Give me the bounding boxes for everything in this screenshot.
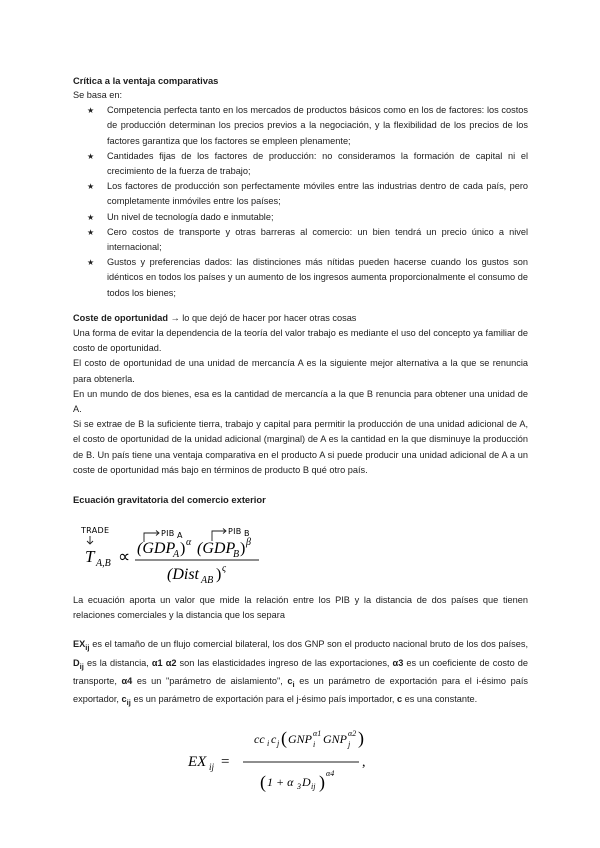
numerator-gdp-b-sub: B [233, 549, 240, 561]
numerator-sub: j [277, 738, 280, 748]
gnp-i-exp: α1 [313, 728, 322, 738]
star-bullet-icon: ★ [87, 182, 95, 192]
export-formula-svg [73, 716, 373, 816]
denominator-dist-exp: ς [222, 563, 227, 575]
list-item: ★ Cero costos de transporte y otras barreras al comercio: un bien tendrá un precio único a nivel internacional; [87, 226, 528, 253]
gnp-i-sub: i [313, 739, 316, 749]
list-item: ★ Un nivel de tecnología dado e inmutable; [107, 210, 528, 225]
numerator-sub: i [267, 738, 270, 748]
export-formula [73, 716, 528, 816]
gravity-formula-svg [73, 511, 273, 593]
proportional-symbol: ∝ [118, 547, 131, 567]
annotation-pib-b-sub: B [244, 529, 250, 539]
list-item: ★ Gustos y preferencias dados: las distinciones más nítidas pueden hacerse cuando los gustos son idénticos en todos los países y un aumento de los ingresos aumenta proporcionalmente el consumo de todos los bienes; [87, 257, 528, 298]
paragraph: Si se extrae de B la suficiente tierra, trabajo y capital para permitir la producción de una unidad adicional de A, el costo de oportunidad de la unidad adicional (marginal) de A es la cantidad en la que disminuye la producción de B. Un país tiene una ventaja comparativa en el producto A si puede producir una unidad adicional de A a un coste de oportunidad más bajo en términos de producto B qué otro país. [73, 419, 528, 475]
export-formula-lhs: EX [188, 753, 207, 770]
paragraph: En un mundo de dos bienes, esa es la cantidad de mercancía a la que B renuncia para obtener una unidad de A. [73, 388, 528, 415]
paragraph: El costo de oportunidad de una unidad de mercancía A es la siguiente mejor alternativa a la que se renuncia para obtenerla. [73, 358, 528, 384]
intro-text: Se basa en: [73, 90, 123, 100]
numerator-gdp-b: (GDP [197, 540, 236, 558]
star-bullet-icon: ★ [87, 151, 95, 161]
equals-sign: = [221, 753, 230, 770]
annotation-trade: TRADE [81, 526, 110, 536]
list-item: ★ Los factores de producción son perfectamente móviles entre las industrias dentro de cada país, pero completamente inmóviles entre los países; [87, 181, 528, 207]
gnp-j-exp: α2 [348, 728, 357, 738]
denominator-dist-sub: AB [201, 575, 214, 587]
section-title-gravity: Ecuación gravitatoria del comercio exterior [73, 494, 266, 506]
numerator-gdp-a-sub: A [173, 549, 180, 561]
list-item: ★ Competencia perfecta tanto en los mercados de productos básicos como en los de factores: los costos de producción determinan los precios previos a la negociación, y la flexibilidad de los precios de los factores garantiza que los factores se empleen plenamente; [87, 105, 528, 146]
variables-paragraph: $EX_{ij}$ es el tamaño de un flujo comercial bilateral, los dos GNP son el producto nacional bruto de los dos países, $D_{ij}$ es la distancia, α1 α2 son las elasticidades ingreso de las exportaciones, α3 es un coeficiente de costo de transporte, α4 es un "parámetro de aislamiento", $c_i$ es un parámetro de exportación para el i-ésimo país exportador, $c_{ij}$ es un parámetro de exportación para el j-ésimo país importador, c es una constante. [73, 639, 528, 707]
paragraph: Una forma de evitar la dependencia de la teoría del valor trabajo es mediante el uso del concepto ya familiar de costo de oportunidad. [73, 328, 528, 354]
star-bullet-icon: ★ [87, 258, 95, 268]
formula-comma: , [362, 754, 366, 770]
assumptions-list [73, 103, 528, 301]
paren: ) [358, 727, 364, 748]
paren: ) [216, 566, 222, 584]
formula-lhs-sub: A,B [96, 558, 111, 570]
numerator-cc: cc [254, 731, 265, 746]
export-formula-lhs-sub: ij [209, 761, 215, 772]
gnp-i: GNP [288, 731, 312, 746]
denominator-d: D [302, 774, 311, 789]
list-item: ★ Cantidades fijas de los factores de producción: no consideramos la formación de capital ni el crecimiento de la fuerza de trabajo; [87, 150, 528, 177]
paren: ) [240, 540, 246, 558]
numerator-gdp-b-exp: β [246, 537, 251, 549]
numerator-gdp-a-exp: α [186, 537, 192, 549]
numerator-c: c [271, 731, 277, 746]
opportunity-cost-heading-line [73, 311, 528, 326]
star-bullet-icon: ★ [87, 106, 95, 116]
numerator-gdp-a: (GDP [137, 540, 176, 558]
annotation-pib-a: PIB [161, 529, 175, 539]
paren: ) [180, 540, 186, 558]
denominator-alpha-sub: 3 [297, 781, 301, 791]
star-bullet-icon: ★ [87, 227, 95, 237]
section-title-coste: Coste de oportunidad [73, 312, 168, 323]
document-content [73, 73, 528, 816]
gnp-j: GNP [323, 731, 347, 746]
star-bullet-icon: ★ [87, 212, 95, 222]
paren: ( [260, 771, 266, 792]
denominator-d-sub: ij [311, 781, 316, 791]
denominator-exp: α4 [326, 768, 335, 778]
section-title-coste-note: → lo que dejó de hacer por hacer otras cosas [170, 312, 357, 323]
formula-explanation: La ecuación aporta un valor que mide la relación entre los PIB y la distancia de dos países que tienen relaciones comerciales y la distancia que los separa [73, 595, 528, 621]
denominator-sum: 1 + α [267, 774, 294, 789]
down-arrow-icon [87, 536, 93, 544]
annotation-pib-a-sub: A [177, 531, 183, 541]
paren: ( [281, 727, 287, 748]
paren: ) [319, 771, 325, 792]
section-title-critica: Crítica a la ventaja comparativas [73, 75, 219, 86]
annotation-pib-b: PIB [228, 527, 242, 537]
gnp-j-sub: j [348, 739, 351, 749]
gravity-formula [73, 511, 528, 593]
denominator-dist: (Dist [167, 566, 199, 584]
formula-lhs: T [85, 547, 95, 567]
